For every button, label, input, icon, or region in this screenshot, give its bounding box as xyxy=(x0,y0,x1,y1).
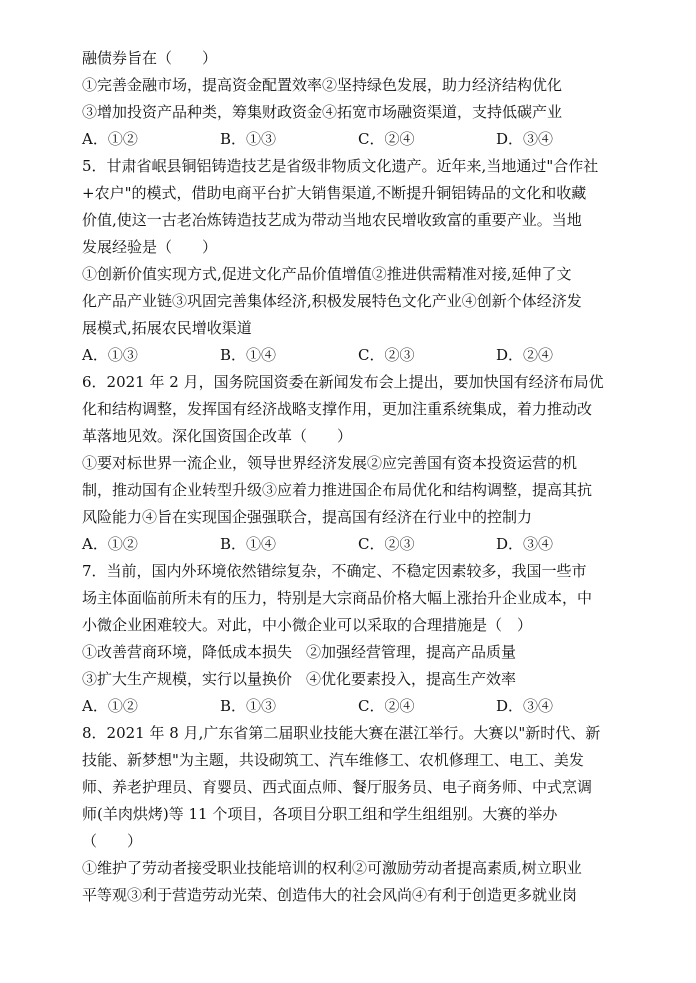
choice-item: ③扩大生产规模，实行以量换价 xyxy=(82,670,293,688)
question-5-text: 5．甘肃省岷县铜铝铸造技艺是省级非物质文化遗产。近年来,当地通过"合作社 xyxy=(82,157,599,175)
text-line: 化和结构调整，发挥国有经济战略支撑作用，更加注重系统集成，着力推动改 xyxy=(82,400,593,418)
question-6-text: 6．2021 年 2 月，国务院国资委在新闻发布会上提出，要加快国有经济布局优 xyxy=(82,373,604,391)
answer-option: B．①③ xyxy=(220,130,277,148)
answer-option: A．①③ xyxy=(82,346,138,364)
answer-option: D．③④ xyxy=(496,535,554,553)
answer-option: C．②④ xyxy=(358,130,415,148)
answer-option: D．③④ xyxy=(496,130,554,148)
text-line: 小微企业困难较大。对此，中小微企业可以采取的合理措施是（ ） xyxy=(82,616,533,634)
text-line: 化产品产业链③巩固完善集体经济,积极发展特色文化产业④创新个体经济发 xyxy=(82,292,582,310)
question-7-text: 7．当前，国内外环境依然错综复杂，不确定、不稳定因素较多，我国一些市 xyxy=(82,562,587,580)
text-line: ③增加投资产品种类，筹集财政资金④拓宽市场融资渠道，支持低碳产业 xyxy=(82,103,563,121)
text-line: 师、养老护理员、育婴员、西式面点师、餐厅服务员、电子商务师、中式烹调 xyxy=(82,778,593,796)
answer-option: B．①③ xyxy=(220,697,277,715)
text-line: 展模式,拓展农民增收渠道 xyxy=(82,319,252,337)
text-line: 场主体面临前所未有的压力，特别是大宗商品价格大幅上涨抬升企业成本，中 xyxy=(82,589,593,607)
answer-option: D．②④ xyxy=(496,346,554,364)
answer-option: C．②③ xyxy=(358,346,415,364)
answer-option: A．①② xyxy=(82,697,138,715)
choice-item: ①改善营商环境，降低成本损失 xyxy=(82,643,293,661)
text-line: ①完善金融市场，提高资金配置效率②坚持绿色发展，助力经济结构优化 xyxy=(82,76,563,94)
text-line: 革落地见效。深化国资国企改革（ ） xyxy=(82,427,353,445)
answer-option: D．③④ xyxy=(496,697,554,715)
text-line: ①要对标世界一流企业，领导世界经济发展②应完善国有资本投资运营的机 xyxy=(82,454,578,472)
text-line: ①创新价值实现方式,促进文化产品价值增值②推进供需精准对接,延伸了文 xyxy=(82,265,572,283)
text-line: 价值,使这一古老冶炼铸造技艺成为带动当地农民增收致富的重要产业。当地 xyxy=(82,211,582,229)
text-line: +农户"的模式，借助电商平台扩大销售渠道,不断提升铜铝铸品的文化和收藏 xyxy=(82,184,587,202)
question-8-text: 8．2021 年 8 月,广东省第二届职业技能大赛在湛江举行。大赛以"新时代、新 xyxy=(82,724,601,742)
answer-option: B．①④ xyxy=(220,346,277,364)
choice-item: ②加强经营管理，提高产品质量 xyxy=(306,643,517,661)
text-line: （ ） xyxy=(82,832,143,850)
text-line: 平等观③利于营造劳动光荣、创造伟大的社会风尚④有利于创造更多就业岗 xyxy=(82,886,578,904)
choice-item: ④优化要素投入，提高生产效率 xyxy=(306,670,517,688)
answer-option: C．②③ xyxy=(358,535,415,553)
text-line: 制，推动国有企业转型升级③应着力推进国企布局优化和结构调整，提高其抗 xyxy=(82,481,593,499)
answer-option: A．①② xyxy=(82,535,138,553)
answer-option: C．②④ xyxy=(358,697,415,715)
text-line: 技能、新梦想"为主题，共设砌筑工、汽车维修工、农机修理工、电工、美发 xyxy=(82,751,584,769)
text-line: 风险能力④旨在实现国企强强联合，提高国有经济在行业中的控制力 xyxy=(82,508,533,526)
text-line: ①维护了劳动者接受职业技能培训的权利②可激励劳动者提高素质,树立职业 xyxy=(82,859,582,877)
answer-option: B．①④ xyxy=(220,535,277,553)
answer-option: A．①② xyxy=(82,130,138,148)
text-line: 发展经验是（ ） xyxy=(82,238,218,256)
text-line: 融债券旨在（ ） xyxy=(82,49,218,67)
text-line: 师(羊肉烘烤)等 11 个项目，各项目分职工组和学生组组别。大赛的举办 xyxy=(82,805,558,823)
